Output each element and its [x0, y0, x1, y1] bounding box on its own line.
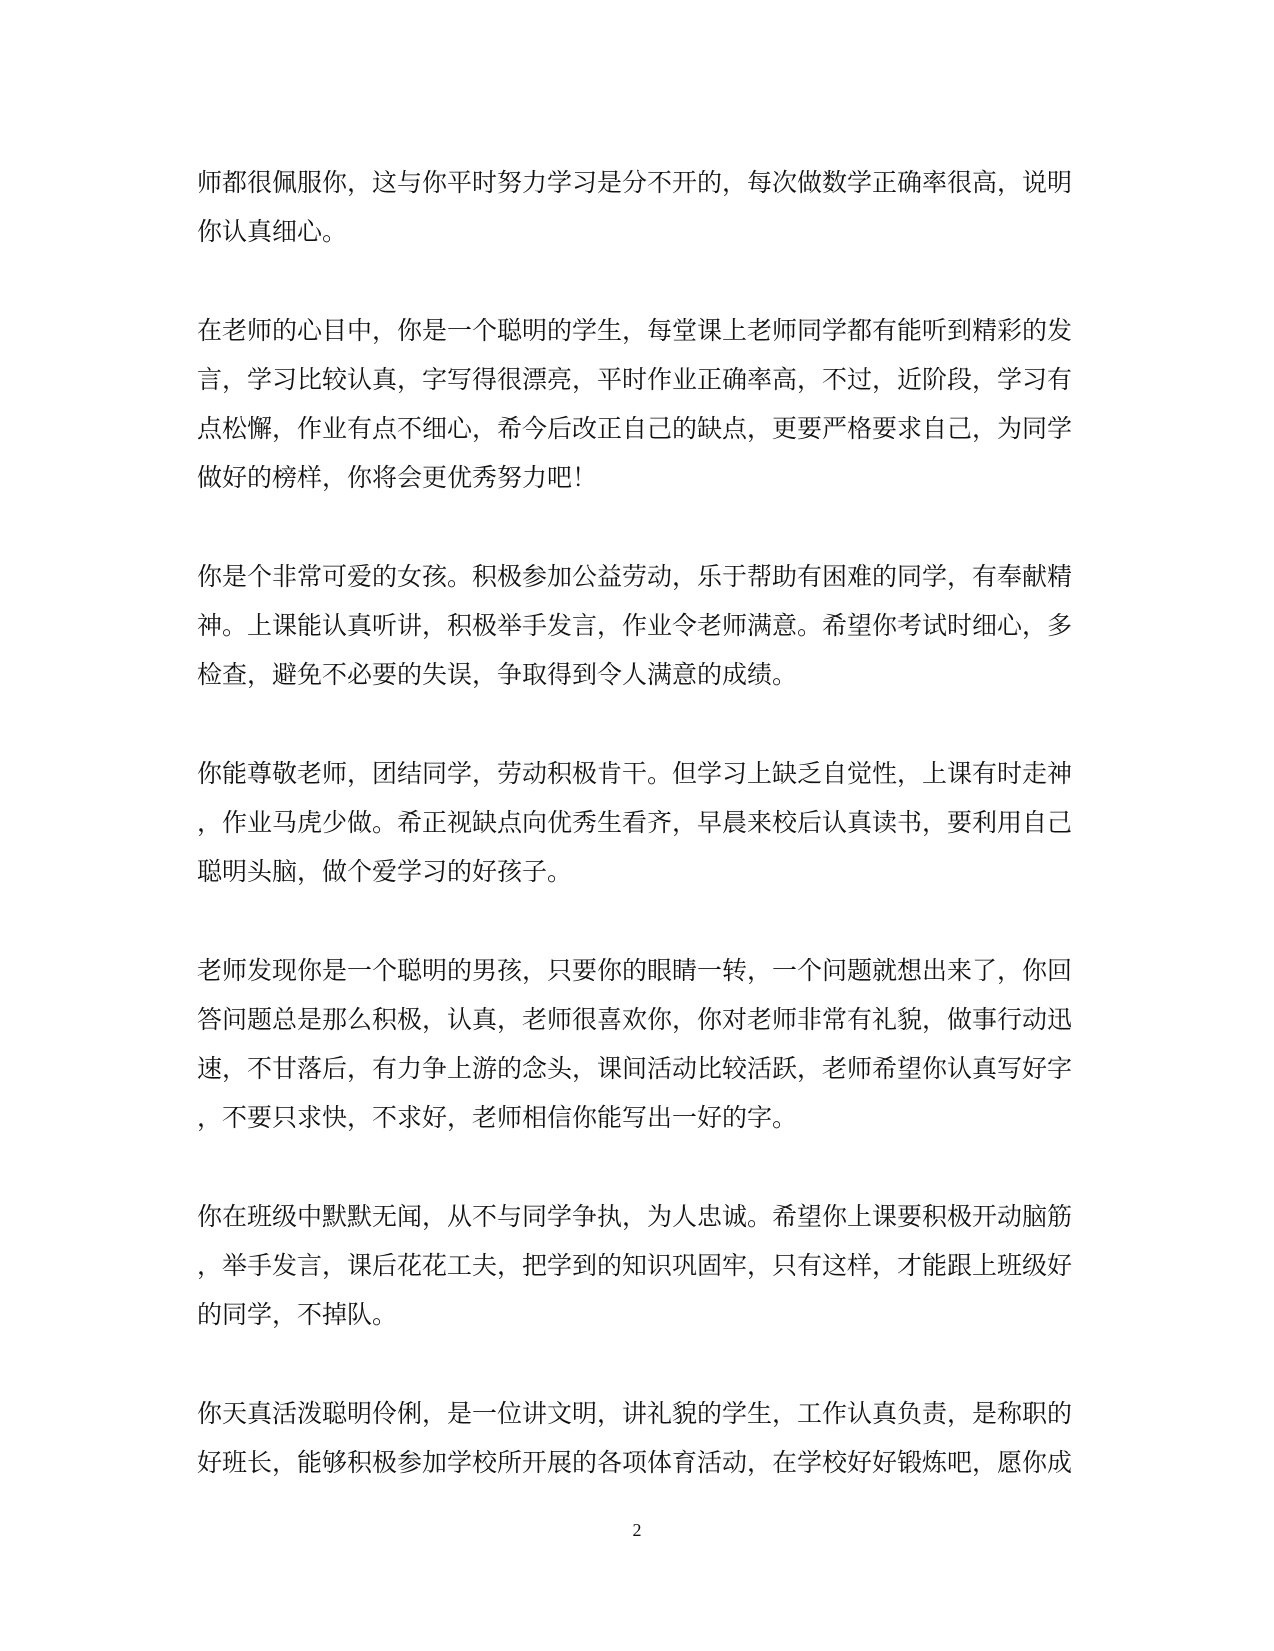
- text-line: 你在班级中默默无闻，从不与同学争执，为人忠诚。希望你上课要积极开动脑筋: [197, 1202, 1073, 1231]
- text-line: 点松懈，作业有点不细心，希今后改正自己的缺点，更要严格要求自己，为同学: [197, 414, 1073, 443]
- text-line: 速，不甘落后，有力争上游的念头，课间活动比较活跃，老师希望你认真写好字: [197, 1054, 1073, 1083]
- text-line: ，不要只求快，不求好，老师相信你能写出一好的字。: [197, 1103, 798, 1132]
- text-line: 的同学，不掉队。: [197, 1300, 398, 1329]
- text-line: ，举手发言，课后花花工夫，把学到的知识巩固牢，只有这样，才能跟上班级好: [197, 1251, 1073, 1280]
- text-line: 做好的榜样，你将会更优秀努力吧！: [197, 463, 598, 492]
- text-line: 答问题总是那么积极，认真，老师很喜欢你，你对老师非常有礼貌，做事行动迅: [197, 1005, 1073, 1034]
- paragraph: [197, 306, 1077, 502]
- text-line: 你天真活泼聪明伶俐，是一位讲文明，讲礼貌的学生，工作认真负责，是称职的: [197, 1399, 1073, 1428]
- text-line: 你认真细心。: [197, 217, 348, 246]
- paragraph: [197, 1192, 1077, 1339]
- text-line: 神。上课能认真听讲，积极举手发言，作业令老师满意。希望你考试时细心，多: [197, 611, 1073, 640]
- text-line: 检查，避免不必要的失误，争取得到令人满意的成绩。: [197, 660, 798, 689]
- text-line: 你是个非常可爱的女孩。积极参加公益劳动，乐于帮助有困难的同学，有奉献精: [197, 562, 1073, 591]
- paragraph: [197, 749, 1077, 896]
- text-line: 聪明头脑，做个爱学习的好孩子。: [197, 857, 573, 886]
- text-line: 言，学习比较认真，字写得很漂亮，平时作业正确率高，不过，近阶段，学习有: [197, 365, 1073, 394]
- page-number: 2: [632, 1520, 642, 1540]
- text-line: ，作业马虎少做。希正视缺点向优秀生看齐，早晨来校后认真读书，要利用自己: [197, 808, 1073, 837]
- text-line: 好班长，能够积极参加学校所开展的各项体育活动，在学校好好锻炼吧，愿你成: [197, 1448, 1073, 1477]
- text-line: 老师发现你是一个聪明的男孩，只要你的眼睛一转，一个问题就想出来了，你回: [197, 956, 1073, 985]
- paragraph: [197, 1389, 1077, 1487]
- paragraph: [197, 946, 1077, 1142]
- document-body: [197, 158, 1077, 1537]
- paragraph: [197, 552, 1077, 699]
- paragraph: [197, 158, 1077, 256]
- text-line: 你能尊敬老师，团结同学，劳动积极肯干。但学习上缺乏自觉性，上课有时走神: [197, 759, 1073, 788]
- text-line: 师都很佩服你，这与你平时努力学习是分不开的，每次做数学正确率很高，说明: [197, 168, 1073, 197]
- text-line: 在老师的心目中，你是一个聪明的学生，每堂课上老师同学都有能听到精彩的发: [197, 316, 1073, 345]
